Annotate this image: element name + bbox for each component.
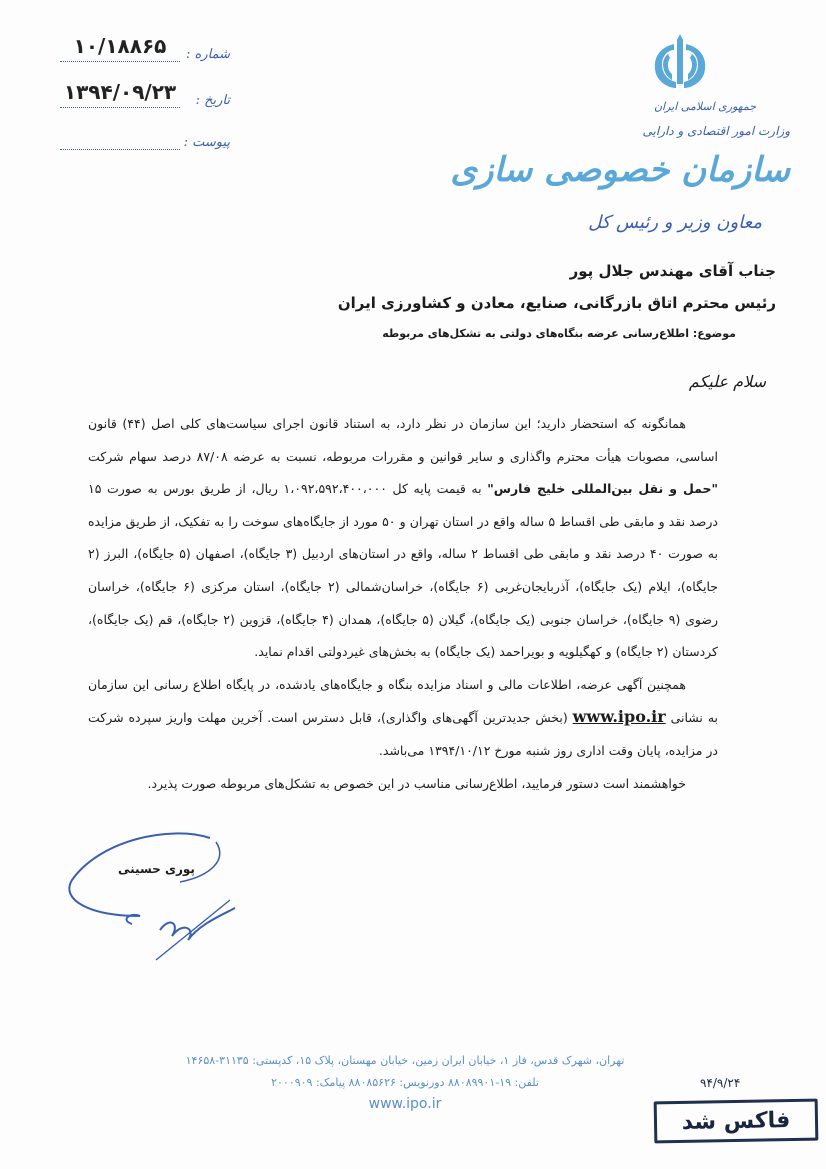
date-field	[60, 80, 230, 112]
paragraph-3: خواهشمند است دستور فرمایید، اطلاع‌رسانی مناسب در این خصوص به تشکل‌های مربوطه صورت پذیرد.	[147, 775, 686, 791]
greeting: سلام علیکم	[688, 372, 766, 391]
fax-handwritten-note: ۹۴/۹/۲۴	[700, 1076, 741, 1090]
paragraph-1-rest: به قیمت پایه کل ۱،۰۹۲،۵۹۲،۴۰۰،۰۰۰ ریال، از طریق بورس به صورت ۱۵ درصد نقد و مابقی طی اقساط ۵ ساله واقع در استان تهران و ۵۰ مورد از جایگاه‌های سوخت را به تفکیک، از طریق مزایده به صورت ۴۰ درصد نقد و مابقی طی اقساط ۲ ساله، واقع در استان‌های اردبیل (۳ جایگاه)، اصفهان (۵ جایگاه)، البرز (۲ جایگاه)، ایلام (یک جایگاه)، آذربایجان‌غربی (۶ جایگاه)، خراسان‌شمالی (۲ جایگاه)، استان مرکزی (۶ جایگاه)، خراسان رضوی (۹ جایگاه)، خراسان جنوبی (یک جایگاه)، گیلان (۵ جایگاه)، همدان (۴ جایگاه)، قزوین (۲ جایگاه)، قم (یک جایگاه)، کردستان (۲ جایگاه) و کهگیلویه و بویراحمد (یک جایگاه) به بخش‌های غیردولتی اقدام نماید.	[88, 481, 719, 660]
company-name: "حمل و نقل بین‌المللی خلیج فارس"	[487, 481, 719, 497]
signatory-name: پوری حسینی	[118, 862, 195, 876]
number-field	[60, 34, 230, 66]
organization-name: سازمان خصوصی سازی	[450, 150, 790, 190]
attachment-field	[60, 128, 230, 154]
attachment-label: پیوست :	[183, 135, 230, 150]
footer-phones: تلفن: ۱۹-۸۸۰۸۹۹۰۱ دورنویس: ۸۸۰۸۵۶۲۶ پیامک: ۲۰۰۰۹۰۹	[271, 1076, 539, 1089]
number-value: ۱۰/۱۸۸۶۵	[73, 34, 167, 58]
fax-sent-stamp-label: فاکس شد	[681, 1107, 791, 1135]
date-value: ۱۳۹۴/۰۹/۲۳	[63, 80, 177, 104]
letter-body	[88, 408, 718, 800]
handwritten-signature	[60, 820, 250, 970]
footer-website[interactable]: www.ipo.ir	[368, 1096, 442, 1112]
paragraph-1	[88, 408, 718, 669]
paragraph-2-start: همچنین آگهی عرضه، اطلاعات مالی و اسناد مزایده بنگاه و جایگاه‌های یادشده، در پایگاه اطلاع رسانی این سازمان به نشانی	[88, 676, 718, 726]
fax-sent-stamp	[654, 1099, 819, 1144]
number-label: شماره :	[186, 47, 230, 62]
iran-emblem-logo	[640, 30, 720, 92]
country-line: جمهوری اسلامی ایران	[653, 100, 756, 113]
recipient-title: رئیس محترم اتاق بازرگانی، صنایع، معادن و کشاورزی ایران	[337, 294, 776, 312]
paragraph-2-rest: (بخش جدیدترین آگهی‌های واگذاری)، قابل دسترس است. آخرین مهلت واریز سپرده شرکت در مزایده، پایان وقت اداری روز شنبه مورخ ۱۳۹۴/۱۰/۱۲ می‌باشد.	[88, 710, 718, 758]
date-label: تاریخ :	[195, 93, 230, 108]
ministry-line: وزارت امور اقتصادی و دارایی	[642, 124, 790, 138]
organization-subtitle: معاون وزیر و رئیس کل	[588, 212, 762, 233]
footer-address: تهران، شهرک قدس، فاز ۱، خیابان ایران زمین، خیابان مهستان، پلاک ۱۵، کدپستی: ۳۱۱۳۵-۱۴۶۵۸	[185, 1054, 625, 1067]
website-link[interactable]: www.ipo.ir	[572, 707, 666, 727]
recipient-name: جناب آقای مهندس جلال پور	[569, 262, 776, 280]
paragraph-2	[88, 669, 718, 768]
paragraph-1-start: همانگونه که استحضار دارید؛ این سازمان در نظر دارد، به استناد قانون اجرای سیاست‌های کلی اصل (۴۴) قانون اساسی، مصوبات هیأت محترم واگذاری و سایر قوانین و مقررات مربوطه، نسبت به عرضه ۸۷/۰۸ درصد سهام شرکت	[88, 416, 719, 464]
subject-line: موضوع: اطلاع‌رسانی عرضه بنگاه‌های دولتی به تشکل‌های مربوطه	[382, 327, 736, 340]
